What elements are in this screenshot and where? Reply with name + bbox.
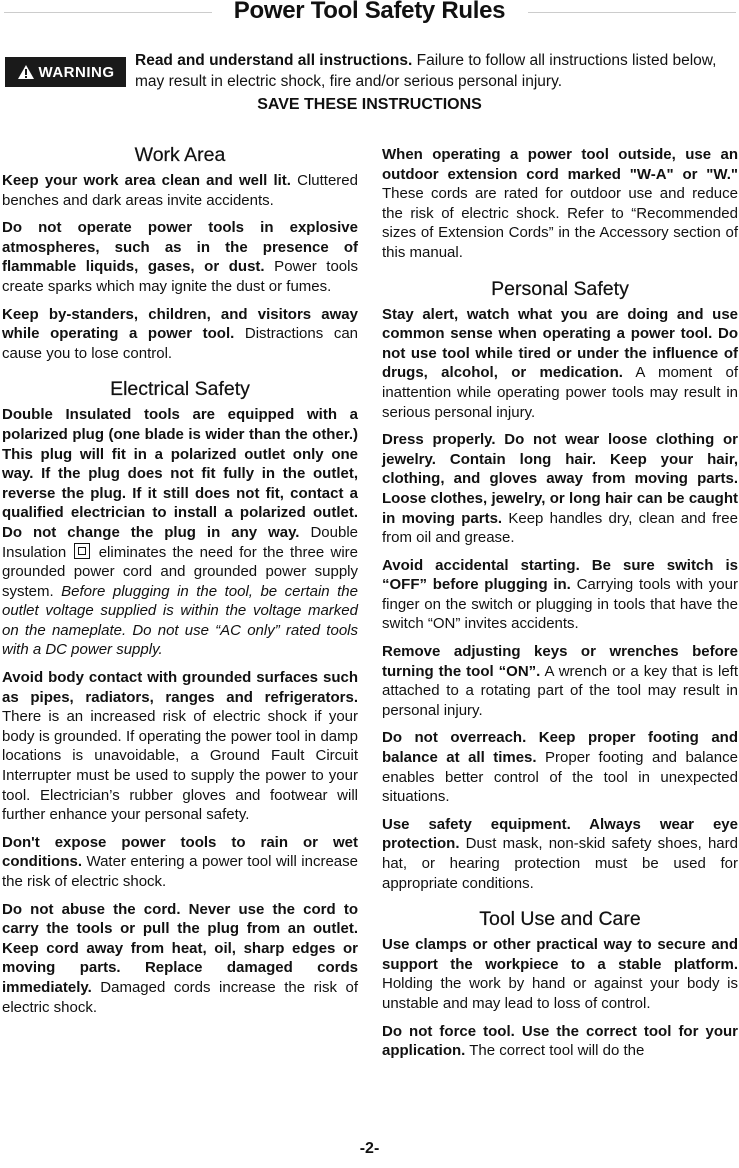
double-insulation-icon	[74, 543, 90, 559]
rule: Avoid body contact with grounded surfaces such as pipes, radiators, ranges and refrigerators. There is an increased risk of electric shock if your body is grounded. If operating the power tool in damp locations is unavoidable, a Ground Fault Circuit Interrupter must be used to supply the power to your tool. Electrician’s rubber gloves and footwear will further enhance your personal safety.	[2, 669, 358, 824]
warning-badge	[5, 57, 126, 87]
rule: Don't expose power tools to rain or wet conditions. Water entering a power tool will increase the risk of electric shock.	[2, 833, 358, 890]
rule: Do not abuse the cord. Never use the cord to carry the tools or pull the plug from an outlet. Keep cord away from heat, oil, sharp edges or moving parts. Replace damaged cords immediately. Damaged cords increase the risk of electric shock.	[2, 900, 358, 1016]
rule: Do not force tool. Use the correct tool for your application. The correct tool will do the	[382, 1022, 738, 1060]
rule: Avoid accidental starting. Be sure switch is “OFF” before plugging in. Carrying tools with your finger on the switch or plugging in tools that have the switch “ON” invites accidents.	[382, 556, 738, 633]
warning-lead: Read and understand all instructions.	[135, 52, 413, 69]
section-title-tool-use: Tool Use and Care	[479, 908, 641, 931]
page-header	[0, 0, 739, 26]
rule: Stay alert, watch what you are doing and use common sense when operating a power tool. Do not use tool while tired or under the influence of drugs, alcohol, or medication. A moment of inattention while operating power tools may result in serious personal injury.	[382, 305, 738, 421]
save-instructions: SAVE THESE INSTRUCTIONS	[257, 96, 482, 113]
rule: Remove adjusting keys or wrenches before turning the tool “ON”. A wrench or a key that is left attached to a rotating part of the tool may result in personal injury.	[382, 643, 738, 719]
rule: Double Insulated tools are equipped with a polarized plug (one blade is wider than the other.) This plug will fit in a polarized outlet only one way. If the plug does not fit fully in the outlet, reverse the plug. If it still does not fit, contact a qualified electrician to install a polarized outlet. Do not change the plug in any way. Double Insulation eliminates the need for the three wire grounded power cord and grounded power supply system. Before plugging in the tool, be certain the outlet voltage supplied is within the voltage marked on the nameplate. Do not use “AC only” rated tools with a DC power supply.	[2, 406, 359, 659]
rule: Use safety equipment. Always wear eye protection. Dust mask, non-skid safety shoes, hard hat, or hearing protection must be used for appropriate conditions.	[382, 815, 738, 892]
rule: Do not operate power tools in explosive atmospheres, such as in the presence of flammable liquids, gases, or dust. Power tools create sparks which may ignite the dust or fumes.	[2, 219, 358, 295]
rule: Dress properly. Do not wear loose clothing or jewelry. Contain long hair. Keep your hair, clothing, and gloves away from moving parts. Loose clothes, jewelry, or long hair can be caught in moving parts. Keep handles dry, clean and free from oil and grease.	[382, 431, 738, 547]
warning-text	[135, 50, 735, 92]
page-number: -2-	[359, 1140, 380, 1157]
warning-body: Failure to follow all instructions listed below, may result in electric shock, fire and/or serious personal injury.	[135, 52, 717, 90]
rule: Use clamps or other practical way to secure and support the workpiece to a stable platform. Holding the work by hand or against your body is unstable and may lead to loss of control.	[382, 936, 738, 1012]
rule: Do not overreach. Keep proper footing and balance at all times. Proper footing and balance enables better control of the tool in unexpected situations.	[382, 729, 738, 806]
rule: When operating a power tool outside, use an outdoor extension cord marked "W-A" or "W." These cords are rated for outdoor use and reduce the risk of electric shock. Refer to “Recommended sizes of Extension Cords” in the Accessory section of this manual.	[382, 146, 738, 261]
page-title: Power Tool Safety Rules	[233, 0, 506, 24]
warning-badge-label: WARNING	[38, 63, 115, 81]
rule: Keep by-standers, children, and visitors away while operating a power tool. Distractions can cause you to lose control.	[2, 305, 358, 362]
section-title-electrical: Electrical Safety	[110, 378, 250, 401]
rule: Keep your work area clean and well lit. Cluttered benches and dark areas invite accidents.	[2, 172, 358, 209]
section-title-work-area: Work Area	[134, 144, 226, 166]
warning-triangle-icon	[17, 64, 35, 80]
right-column	[382, 145, 738, 1069]
section-title-personal: Personal Safety	[491, 277, 629, 300]
left-column	[2, 143, 358, 1025]
